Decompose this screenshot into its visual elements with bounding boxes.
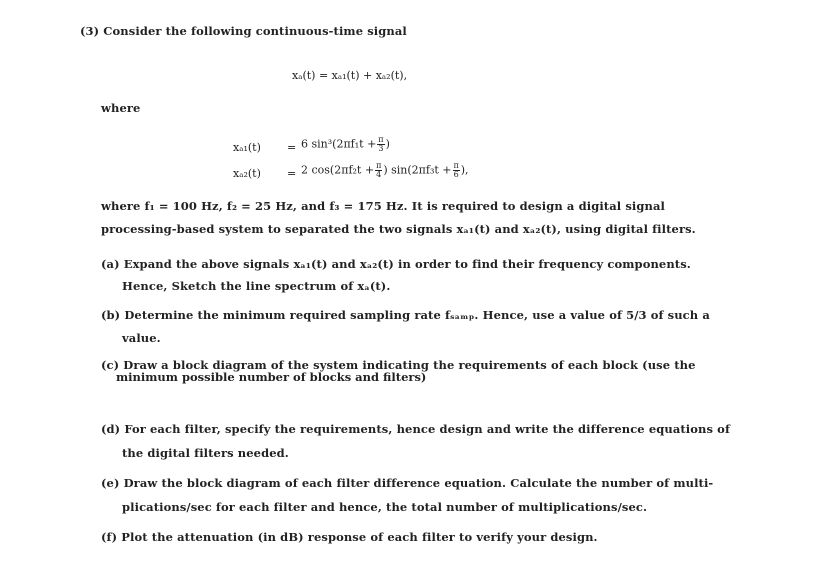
part-d-line-1: (d) For each filter, specify the requirements, hence design and write the difference equations of [101,422,730,436]
eq2-lhs: xₐ₂(t) [233,167,261,180]
part-a-line-1: (a) Expand the above signals xₐ₁(t) and xₐ₂(t) in order to find their frequency components. [101,257,691,271]
part-e-line-1: (e) Draw the block diagram of each filter difference equation. Calculate the number of multi- [101,476,714,490]
eq2-fraction-1: $\frac{\pi}{4}$ [376,161,382,179]
eq1-lhs: xₐ₁(t) [233,141,261,154]
problem-heading: (3) Consider the following continuous-time signal [80,24,407,38]
eq1-equals: = [287,141,297,154]
eq1-rhs: 6 sin³(2πf₁t + $\frac{\pi}{3}$ ) [301,135,390,153]
part-c-line-2-clipped: minimum possible number of blocks and filters) [116,370,427,384]
part-b-line-1: (b) Determine the minimum required sampling rate fₛₐₘₚ. Hence, use a value of 5/3 of such a [101,308,710,322]
where-label: where [101,101,141,115]
part-c-line-1: (c) Draw a block diagram of the system indicating the requirements of each block (use the [101,358,696,372]
eq1-fraction: $\frac{\pi}{3}$ [378,135,384,153]
main-equation: xₐ(t) = xₐ₁(t) + xₐ₂(t), [292,69,408,82]
eq2-equals: = [287,167,297,180]
paragraph-line-1: where f₁ = 100 Hz, f₂ = 25 Hz, and f₃ = 175 Hz. It is required to design a digital signal [101,199,666,213]
part-f-line-1: (f) Plot the attenuation (in dB) response of each filter to verify your design. [101,530,598,544]
part-b-line-2: value. [122,331,161,345]
paragraph-line-2: processing-based system to separated the two signals xₐ₁(t) and xₐ₂(t), using digital filters. [101,222,696,236]
part-a-line-2: Hence, Sketch the line spectrum of xₐ(t). [122,279,391,293]
eq2-rhs: 2 cos(2πf₂t + $\frac{\pi}{4}$ ) sin(2πf₃t + $\frac{\pi}{6}$ ), [301,161,469,179]
part-e-line-2: plications/sec for each filter and hence, the total number of multiplications/sec. [122,500,648,514]
eq2-fraction-2: $\frac{\pi}{6}$ [453,161,459,179]
part-d-line-2: the digital filters needed. [122,446,289,460]
